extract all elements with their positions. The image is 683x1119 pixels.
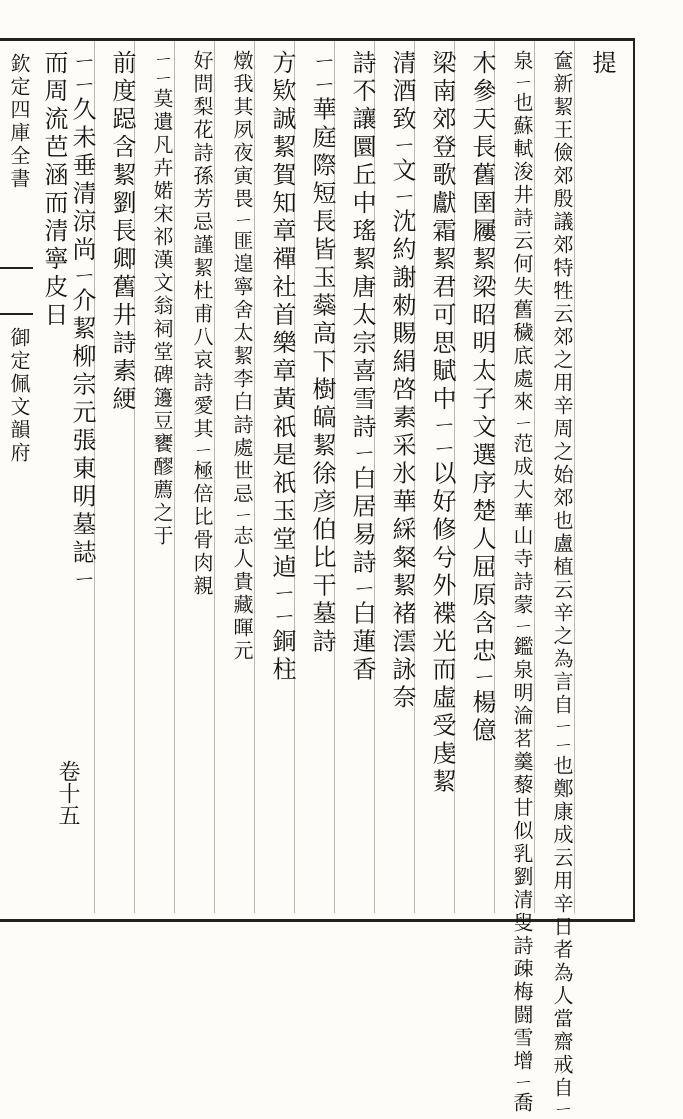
text-column-2: 奩新絜王儉郊殷議郊特牲云郊之用辛周之始郊也盧植云辛之為言自ㄧㄧ也鄭康成云用辛日者為人當齋戒自ㄧ bbox=[550, 50, 574, 1119]
text-column-14: ㄧㄧ久未垂清涼尚ㄧ介絜柳宗元張東明墓誌ㄧ bbox=[68, 50, 96, 591]
margin-top-label: 欽定四庫全書 bbox=[7, 53, 31, 191]
text-column-15: 而周流芭涵而清寧皮日 bbox=[40, 50, 68, 330]
text-column-3: 泉ㄧ也蘇軾浚井詩云何失舊穢底處來ㄧ范成大華山寺詩蒙ㄧ鑑泉明淪茗羹藜甘似乳劉清叟詩疎梅闘雪增ㄧ喬 bbox=[510, 50, 534, 1115]
text-column-7: 詩不讓圜丘中瑤絜唐太宗喜雪詩ㄧ白居易詩ㄧ白蓮香 bbox=[348, 50, 376, 685]
folio-number: 卷十五 bbox=[55, 760, 80, 826]
text-column-5: 梁南郊登歌獻霜絜君可思賦中ㄧㄧ以好修兮外褋光而虛受虔絜 bbox=[428, 50, 456, 797]
margin-divider-upper bbox=[0, 267, 33, 269]
text-column-9: 方欵誠絜賀知章禪社首樂章黃祇是祇玉堂逌ㄧㄧ銅柱 bbox=[268, 50, 296, 685]
text-column-4: 木參天長舊圉屨絜梁昭明太子文選序楚人屈原含忠ㄧ楊億 bbox=[468, 50, 496, 746]
text-column-10: 燉我其夙夜寅畏ㄧ匪遑寧舍太絜李白詩處世忌ㄧ志人貴藏暉元 bbox=[230, 50, 254, 663]
text-column-11: 好問梨花詩孫芳忌謹絜杜甫八哀詩愛其ㄧ極倍比骨肉親 bbox=[190, 50, 214, 598]
text-column-8: ㄧㄧ華庭際短長皆玉蘂高下樹皜絜徐彦伯比干墓詩 bbox=[308, 50, 336, 657]
text-column-6: 清酒致ㄧ文ㄧ沈約謝勑賜絹啓素采氷華綵粲絜褚澐詠奈 bbox=[388, 50, 416, 713]
text-column-12: ㄧㄧ莫遺凡卉婼宋祁漢文翁祠堂碑籩豆饔醪薦之于 bbox=[150, 50, 174, 548]
margin-strip bbox=[0, 38, 33, 922]
margin-divider-lower bbox=[0, 313, 33, 315]
text-column-13: 前度跽含絜劉長卿舊井詩素綆 bbox=[108, 50, 136, 414]
margin-bottom-label: 御定佩文韻府 bbox=[7, 327, 31, 465]
text-column-1: 提 bbox=[588, 50, 616, 78]
